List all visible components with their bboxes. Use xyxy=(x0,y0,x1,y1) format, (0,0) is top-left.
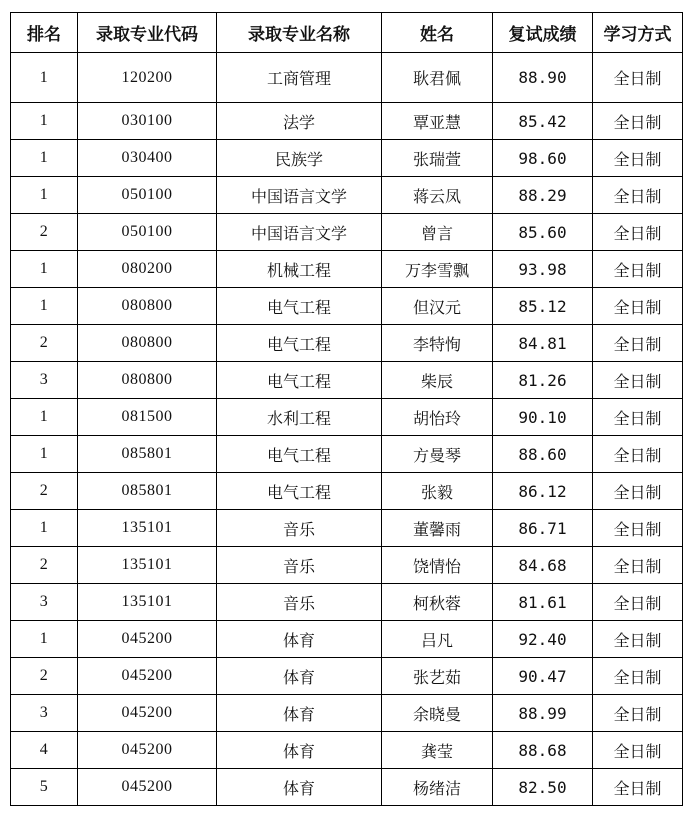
cell-score: 90.47 xyxy=(493,658,593,695)
cell-major-code: 045200 xyxy=(78,769,217,806)
cell-study-mode: 全日制 xyxy=(593,325,683,362)
table-row xyxy=(11,436,683,473)
header-major-name: 录取专业名称 xyxy=(217,13,382,53)
cell-name: 张毅 xyxy=(382,473,493,510)
cell-major-name: 电气工程 xyxy=(217,288,382,325)
cell-major-code: 080800 xyxy=(78,325,217,362)
cell-score: 86.71 xyxy=(493,510,593,547)
cell-rank: 2 xyxy=(11,547,78,584)
table-row xyxy=(11,732,683,769)
cell-study-mode: 全日制 xyxy=(593,769,683,806)
table-row xyxy=(11,399,683,436)
cell-rank: 2 xyxy=(11,658,78,695)
cell-name: 李特恂 xyxy=(382,325,493,362)
cell-rank: 1 xyxy=(11,53,78,103)
cell-major-name: 电气工程 xyxy=(217,473,382,510)
table-row xyxy=(11,288,683,325)
cell-major-code: 045200 xyxy=(78,658,217,695)
cell-major-name: 中国语言文学 xyxy=(217,214,382,251)
cell-study-mode: 全日制 xyxy=(593,695,683,732)
cell-score: 85.12 xyxy=(493,288,593,325)
cell-rank: 1 xyxy=(11,399,78,436)
cell-rank: 5 xyxy=(11,769,78,806)
table-row xyxy=(11,251,683,288)
table-row xyxy=(11,103,683,140)
cell-name: 吕凡 xyxy=(382,621,493,658)
cell-major-code: 080200 xyxy=(78,251,217,288)
cell-study-mode: 全日制 xyxy=(593,288,683,325)
cell-name: 杨绪洁 xyxy=(382,769,493,806)
admission-table xyxy=(10,12,683,806)
cell-name: 董馨雨 xyxy=(382,510,493,547)
cell-major-code: 045200 xyxy=(78,695,217,732)
cell-study-mode: 全日制 xyxy=(593,436,683,473)
cell-rank: 3 xyxy=(11,695,78,732)
cell-score: 88.99 xyxy=(493,695,593,732)
table-row xyxy=(11,695,683,732)
cell-major-name: 法学 xyxy=(217,103,382,140)
cell-study-mode: 全日制 xyxy=(593,214,683,251)
cell-major-code: 030100 xyxy=(78,103,217,140)
cell-major-name: 音乐 xyxy=(217,584,382,621)
cell-study-mode: 全日制 xyxy=(593,362,683,399)
cell-score: 90.10 xyxy=(493,399,593,436)
cell-study-mode: 全日制 xyxy=(593,547,683,584)
cell-major-code: 135101 xyxy=(78,510,217,547)
cell-score: 85.42 xyxy=(493,103,593,140)
cell-major-name: 机械工程 xyxy=(217,251,382,288)
table-row xyxy=(11,473,683,510)
table-row xyxy=(11,325,683,362)
cell-name: 龚莹 xyxy=(382,732,493,769)
table-row xyxy=(11,621,683,658)
cell-study-mode: 全日制 xyxy=(593,177,683,214)
table-row xyxy=(11,362,683,399)
cell-score: 92.40 xyxy=(493,621,593,658)
cell-name: 方曼琴 xyxy=(382,436,493,473)
cell-major-code: 080800 xyxy=(78,362,217,399)
cell-major-name: 体育 xyxy=(217,732,382,769)
cell-name: 耿君佩 xyxy=(382,53,493,103)
header-rank: 排名 xyxy=(11,13,78,53)
cell-study-mode: 全日制 xyxy=(593,473,683,510)
cell-score: 84.68 xyxy=(493,547,593,584)
cell-rank: 2 xyxy=(11,325,78,362)
cell-major-name: 体育 xyxy=(217,658,382,695)
cell-name: 但汉元 xyxy=(382,288,493,325)
cell-rank: 1 xyxy=(11,288,78,325)
cell-major-name: 电气工程 xyxy=(217,325,382,362)
cell-score: 84.81 xyxy=(493,325,593,362)
cell-name: 胡怡玲 xyxy=(382,399,493,436)
header-study-mode: 学习方式 xyxy=(593,13,683,53)
table-row xyxy=(11,584,683,621)
cell-major-name: 音乐 xyxy=(217,510,382,547)
cell-major-code: 081500 xyxy=(78,399,217,436)
cell-rank: 2 xyxy=(11,214,78,251)
table-row xyxy=(11,214,683,251)
cell-name: 覃亚慧 xyxy=(382,103,493,140)
table-body xyxy=(11,53,683,806)
cell-name: 余晓曼 xyxy=(382,695,493,732)
cell-study-mode: 全日制 xyxy=(593,251,683,288)
cell-study-mode: 全日制 xyxy=(593,53,683,103)
cell-rank: 1 xyxy=(11,436,78,473)
cell-major-code: 045200 xyxy=(78,732,217,769)
cell-rank: 1 xyxy=(11,177,78,214)
table-header xyxy=(11,13,683,53)
table-row xyxy=(11,140,683,177)
cell-score: 86.12 xyxy=(493,473,593,510)
cell-major-code: 085801 xyxy=(78,436,217,473)
cell-major-name: 电气工程 xyxy=(217,362,382,399)
cell-rank: 2 xyxy=(11,473,78,510)
cell-score: 82.50 xyxy=(493,769,593,806)
table-row xyxy=(11,769,683,806)
cell-major-code: 120200 xyxy=(78,53,217,103)
cell-major-name: 电气工程 xyxy=(217,436,382,473)
cell-rank: 1 xyxy=(11,251,78,288)
cell-major-code: 085801 xyxy=(78,473,217,510)
cell-study-mode: 全日制 xyxy=(593,140,683,177)
cell-study-mode: 全日制 xyxy=(593,584,683,621)
cell-major-code: 045200 xyxy=(78,621,217,658)
cell-score: 88.29 xyxy=(493,177,593,214)
cell-major-name: 中国语言文学 xyxy=(217,177,382,214)
cell-study-mode: 全日制 xyxy=(593,658,683,695)
cell-major-name: 音乐 xyxy=(217,547,382,584)
cell-major-name: 工商管理 xyxy=(217,53,382,103)
cell-major-code: 135101 xyxy=(78,584,217,621)
cell-score: 81.26 xyxy=(493,362,593,399)
cell-name: 万李雪飘 xyxy=(382,251,493,288)
cell-major-code: 030400 xyxy=(78,140,217,177)
header-major-code: 录取专业代码 xyxy=(78,13,217,53)
cell-study-mode: 全日制 xyxy=(593,399,683,436)
table-row xyxy=(11,547,683,584)
table-row xyxy=(11,53,683,103)
header-row xyxy=(11,13,683,53)
header-score: 复试成绩 xyxy=(493,13,593,53)
cell-rank: 1 xyxy=(11,510,78,547)
cell-rank: 4 xyxy=(11,732,78,769)
cell-major-code: 050100 xyxy=(78,177,217,214)
cell-major-name: 民族学 xyxy=(217,140,382,177)
cell-major-name: 体育 xyxy=(217,769,382,806)
cell-name: 饶情怡 xyxy=(382,547,493,584)
cell-score: 88.60 xyxy=(493,436,593,473)
cell-study-mode: 全日制 xyxy=(593,621,683,658)
cell-score: 88.68 xyxy=(493,732,593,769)
cell-rank: 3 xyxy=(11,584,78,621)
cell-rank: 1 xyxy=(11,621,78,658)
cell-score: 81.61 xyxy=(493,584,593,621)
cell-major-name: 体育 xyxy=(217,621,382,658)
cell-rank: 1 xyxy=(11,103,78,140)
cell-major-code: 080800 xyxy=(78,288,217,325)
cell-major-code: 050100 xyxy=(78,214,217,251)
cell-rank: 3 xyxy=(11,362,78,399)
cell-name: 柯秋蓉 xyxy=(382,584,493,621)
cell-major-name: 水利工程 xyxy=(217,399,382,436)
header-name: 姓名 xyxy=(382,13,493,53)
cell-score: 98.60 xyxy=(493,140,593,177)
cell-major-name: 体育 xyxy=(217,695,382,732)
table-row xyxy=(11,510,683,547)
cell-major-code: 135101 xyxy=(78,547,217,584)
cell-name: 曾言 xyxy=(382,214,493,251)
cell-name: 张艺茹 xyxy=(382,658,493,695)
cell-study-mode: 全日制 xyxy=(593,732,683,769)
cell-rank: 1 xyxy=(11,140,78,177)
table-row xyxy=(11,658,683,695)
cell-score: 88.90 xyxy=(493,53,593,103)
cell-study-mode: 全日制 xyxy=(593,510,683,547)
cell-name: 蒋云凤 xyxy=(382,177,493,214)
cell-score: 93.98 xyxy=(493,251,593,288)
cell-name: 张瑞萱 xyxy=(382,140,493,177)
table-row xyxy=(11,177,683,214)
cell-score: 85.60 xyxy=(493,214,593,251)
cell-name: 柴辰 xyxy=(382,362,493,399)
cell-study-mode: 全日制 xyxy=(593,103,683,140)
